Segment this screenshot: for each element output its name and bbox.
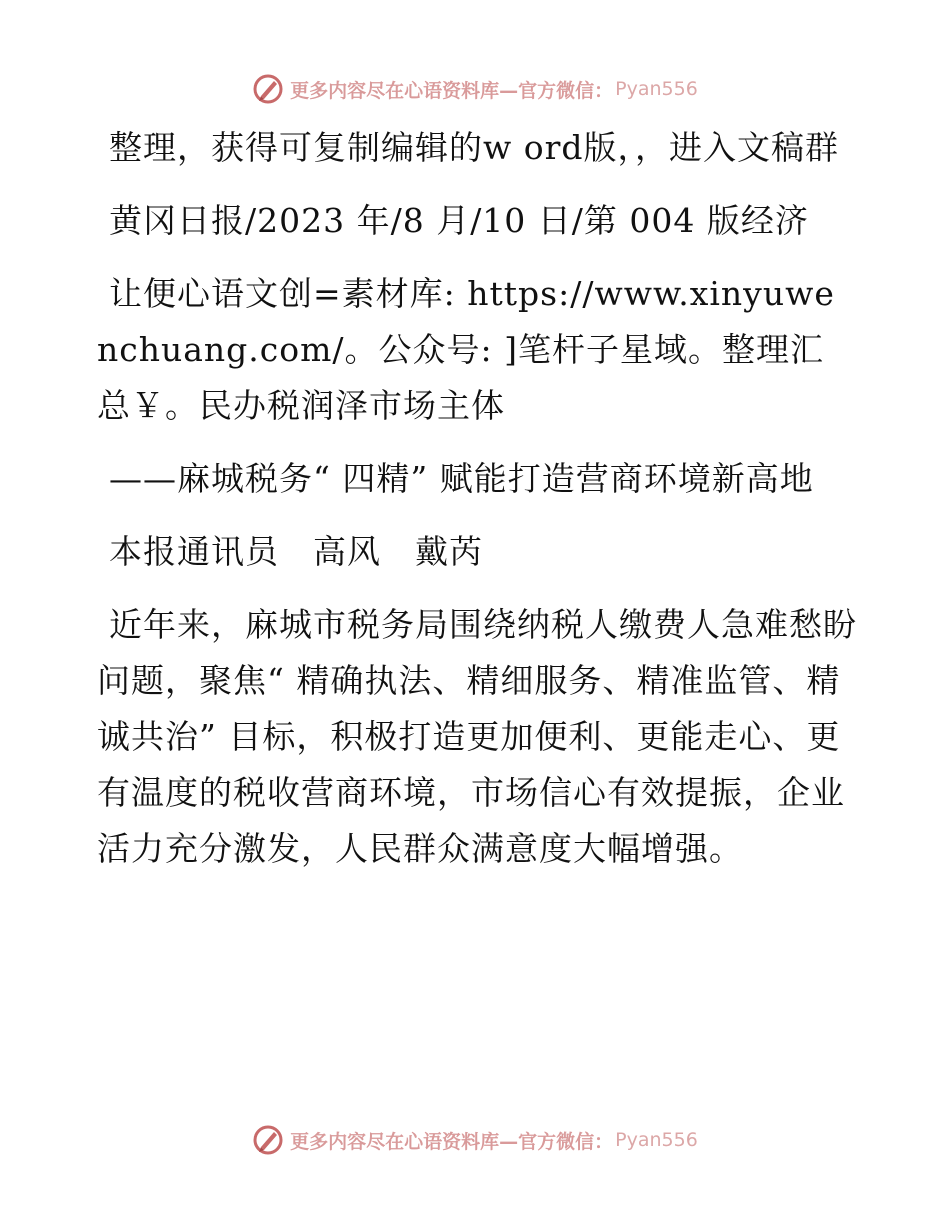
watermark-wechat-id: Pyan556 xyxy=(615,78,698,100)
footer-watermark xyxy=(0,1123,950,1157)
paragraph-body: 近年来，麻城市税务局围绕纳税人缴费人急难愁盼问题，聚焦“ 精确执法、精细服务、精准监管、精诚共治” 目标，积极打造更加便利、更能走心、更有温度的税收营商环境，市场信心有效提振，企业活力充分激发，人民群众满意度大幅增强。 xyxy=(97,605,857,868)
header-watermark xyxy=(0,72,950,106)
pen-logo-icon xyxy=(252,73,284,105)
watermark-text: 更多内容尽在心语资料库—官方微信： xyxy=(290,79,614,102)
paragraph-source: 黄冈日报/2023 年/8 月/10 日/第 004 版经济 xyxy=(109,201,809,240)
watermark-text: 更多内容尽在心语资料库—官方微信： xyxy=(290,1130,614,1153)
pen-logo-icon xyxy=(252,1124,284,1156)
watermark-wechat-id: Pyan556 xyxy=(615,1129,698,1151)
paragraph-intro: 整理，获得可复制编辑的w ord版，，进入文稿群 xyxy=(109,128,840,167)
document-body xyxy=(97,120,857,894)
paragraph-library-notice: 让便心语文创=素材库: https://www.xinyuwenchuang.com/。公众号: ]笔杆子星域。整理汇总￥。民办税润泽市场主体 xyxy=(97,274,835,425)
article-subtitle: ——麻城税务“ 四精” 赋能打造营商环境新高地 xyxy=(109,459,814,498)
article-byline: 本报通讯员 高风 戴芮 xyxy=(109,532,483,571)
